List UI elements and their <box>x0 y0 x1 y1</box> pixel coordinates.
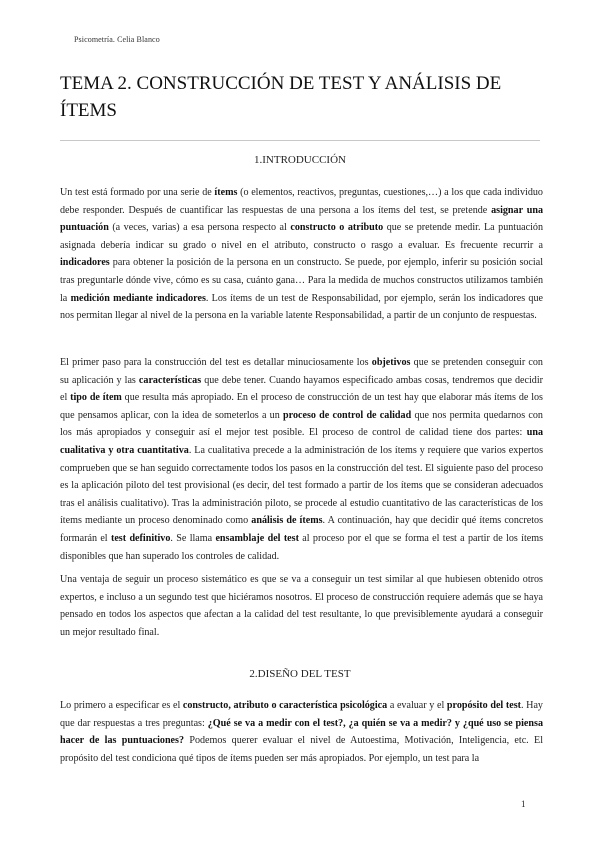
page-title: TEMA 2. CONSTRUCCIÓN DE TEST Y ANÁLISIS DE ÍTEMS <box>60 73 502 121</box>
text-run: para obtener la posición de la persona en un constructo. Se puede, por ejemplo, inferir su posición social tras preguntarle dónde vive, cómo es su casa, cuánto gana… Para la medida de muchos constructos utilizamos también la <box>60 257 543 304</box>
bold-text: constructo o atributo <box>290 222 384 234</box>
bold-text: test definitivo <box>110 532 171 544</box>
text-run: Podemos querer evaluar el nivel de Autoestima, Motivación, Inteligencia, etc. El propósito del test condiciona qué tipos de ítems pueden ser más apropiados. Por ejemplo, un test para la <box>60 735 543 764</box>
bold-text: análisis de ítems <box>251 515 323 527</box>
text-run: (a veces, varias) a esa persona respecto al <box>108 222 291 234</box>
text-run: a evaluar y el <box>387 700 447 711</box>
text-run: que se pretenden conseguir con su aplicación y las <box>60 357 543 386</box>
running-header: Psicometría. Celia Blanco <box>74 35 160 44</box>
bold-text: ítems <box>214 187 238 198</box>
paragraph <box>60 184 543 325</box>
bold-text: objetivos <box>371 357 411 368</box>
text-run: . La cualitativa precede a la administración de los ítems y requiere que varios expertos comprueben que se han seguido correctamente todos los pasos en la construcción del test. El siguiente paso del proceso es la aplicación piloto del test provisional (es decir, del test formado a partir de los ítems que se consideran adecuados tras el análisis cualitativo). Tras la administración piloto, se procede al estudio cuantitativo de las características de los ítems mediante un proceso denominado como <box>60 444 543 527</box>
text-run: que resulta más apropiado. En el proceso de construcción de un test hay que elaborar más ítems de los que pensamos aplicar, con la idea de someterlos a un <box>60 392 543 421</box>
text-run: que nos permita quedarnos con los más apropiados y conseguir así el mejor test posible. El proceso de control de calidad tiene dos partes: <box>60 409 543 439</box>
bold-text: indicadores <box>60 257 110 269</box>
bold-text: constructo, atributo o característica psicológica <box>182 700 388 711</box>
text-run: El primer paso para la construcción del test es detallar minuciosamente los <box>60 357 372 368</box>
text-run: . Los ítems de un test de Responsabilidad, por ejemplo, serán los indicadores que nos permitan llegar al nivel de la persona en la variable latente Responsabilidad, a partir de un conjunto de respuestas. <box>60 292 543 322</box>
paragraph <box>60 697 543 767</box>
text-run: Un test está formado por una serie de <box>60 187 215 198</box>
bold-text: ensamblaje del test <box>215 532 299 544</box>
bold-text: asignar una puntuación <box>60 204 543 234</box>
text-run: que debe tener. Cuando hayamos especificado ambas cosas, tendremos que decidir el <box>60 374 543 404</box>
text-run: . Se llama <box>170 532 216 544</box>
paragraph <box>60 571 543 641</box>
text-run: Una ventaja de seguir un proceso sistemático es que se va a conseguir un test similar al que hubiesen obtenido otros expertos, e incluso a un segundo test que hiciéramos nosotros. El proceso de construcción requiere además que se haya pensado en todos los aspectos que afectan a la calidad del test resultante, lo que previsiblemente ayudará a conseguir un mejor resultado final. <box>60 574 543 638</box>
text-run: . A continuación, hay que decidir qué ítems concretos formarán el <box>60 515 543 544</box>
page-number: 1 <box>521 799 526 809</box>
bold-text: características <box>138 374 202 386</box>
bold-text: una cualitativa y otra cuantitativa <box>60 427 543 456</box>
text-run: al proceso por el que se forma el test a partir de los ítems disponibles que han superado los controles de calidad. <box>60 532 544 562</box>
bold-text: medición mediante indicadores <box>70 292 206 304</box>
section-heading-diseno: 2.DISEÑO DEL TEST <box>249 668 351 680</box>
section-heading-introduccion: 1.INTRODUCCIÓN <box>254 154 346 166</box>
text-run: . Hay que dar respuestas a tres preguntas: <box>60 700 543 729</box>
bold-text: propósito del test <box>446 700 521 711</box>
title-divider <box>60 140 540 141</box>
bold-text: proceso de control de calidad <box>283 409 412 421</box>
bold-text: ¿Qué se va a medir con el test?, ¿a quién se va a medir? y ¿qué uso se piensa hacer de las puntuaciones? <box>60 717 543 747</box>
paragraph <box>60 354 543 565</box>
bold-text: tipo de ítem <box>70 392 122 404</box>
text-run: (o elementos, reactivos, preguntas, cuestiones,…) a los que cada individuo debe responder. Después de cuantificar las respuestas de una persona a los ítems del test, se pretende <box>60 187 543 216</box>
text-run: Lo primero a especificar es el <box>60 700 183 711</box>
text-run: que se pretende medir. La puntuación asignada debería indicar su grado o nivel en el atributo, constructo o rasgo a evaluar. Es frecuente recurrir a <box>60 222 544 251</box>
